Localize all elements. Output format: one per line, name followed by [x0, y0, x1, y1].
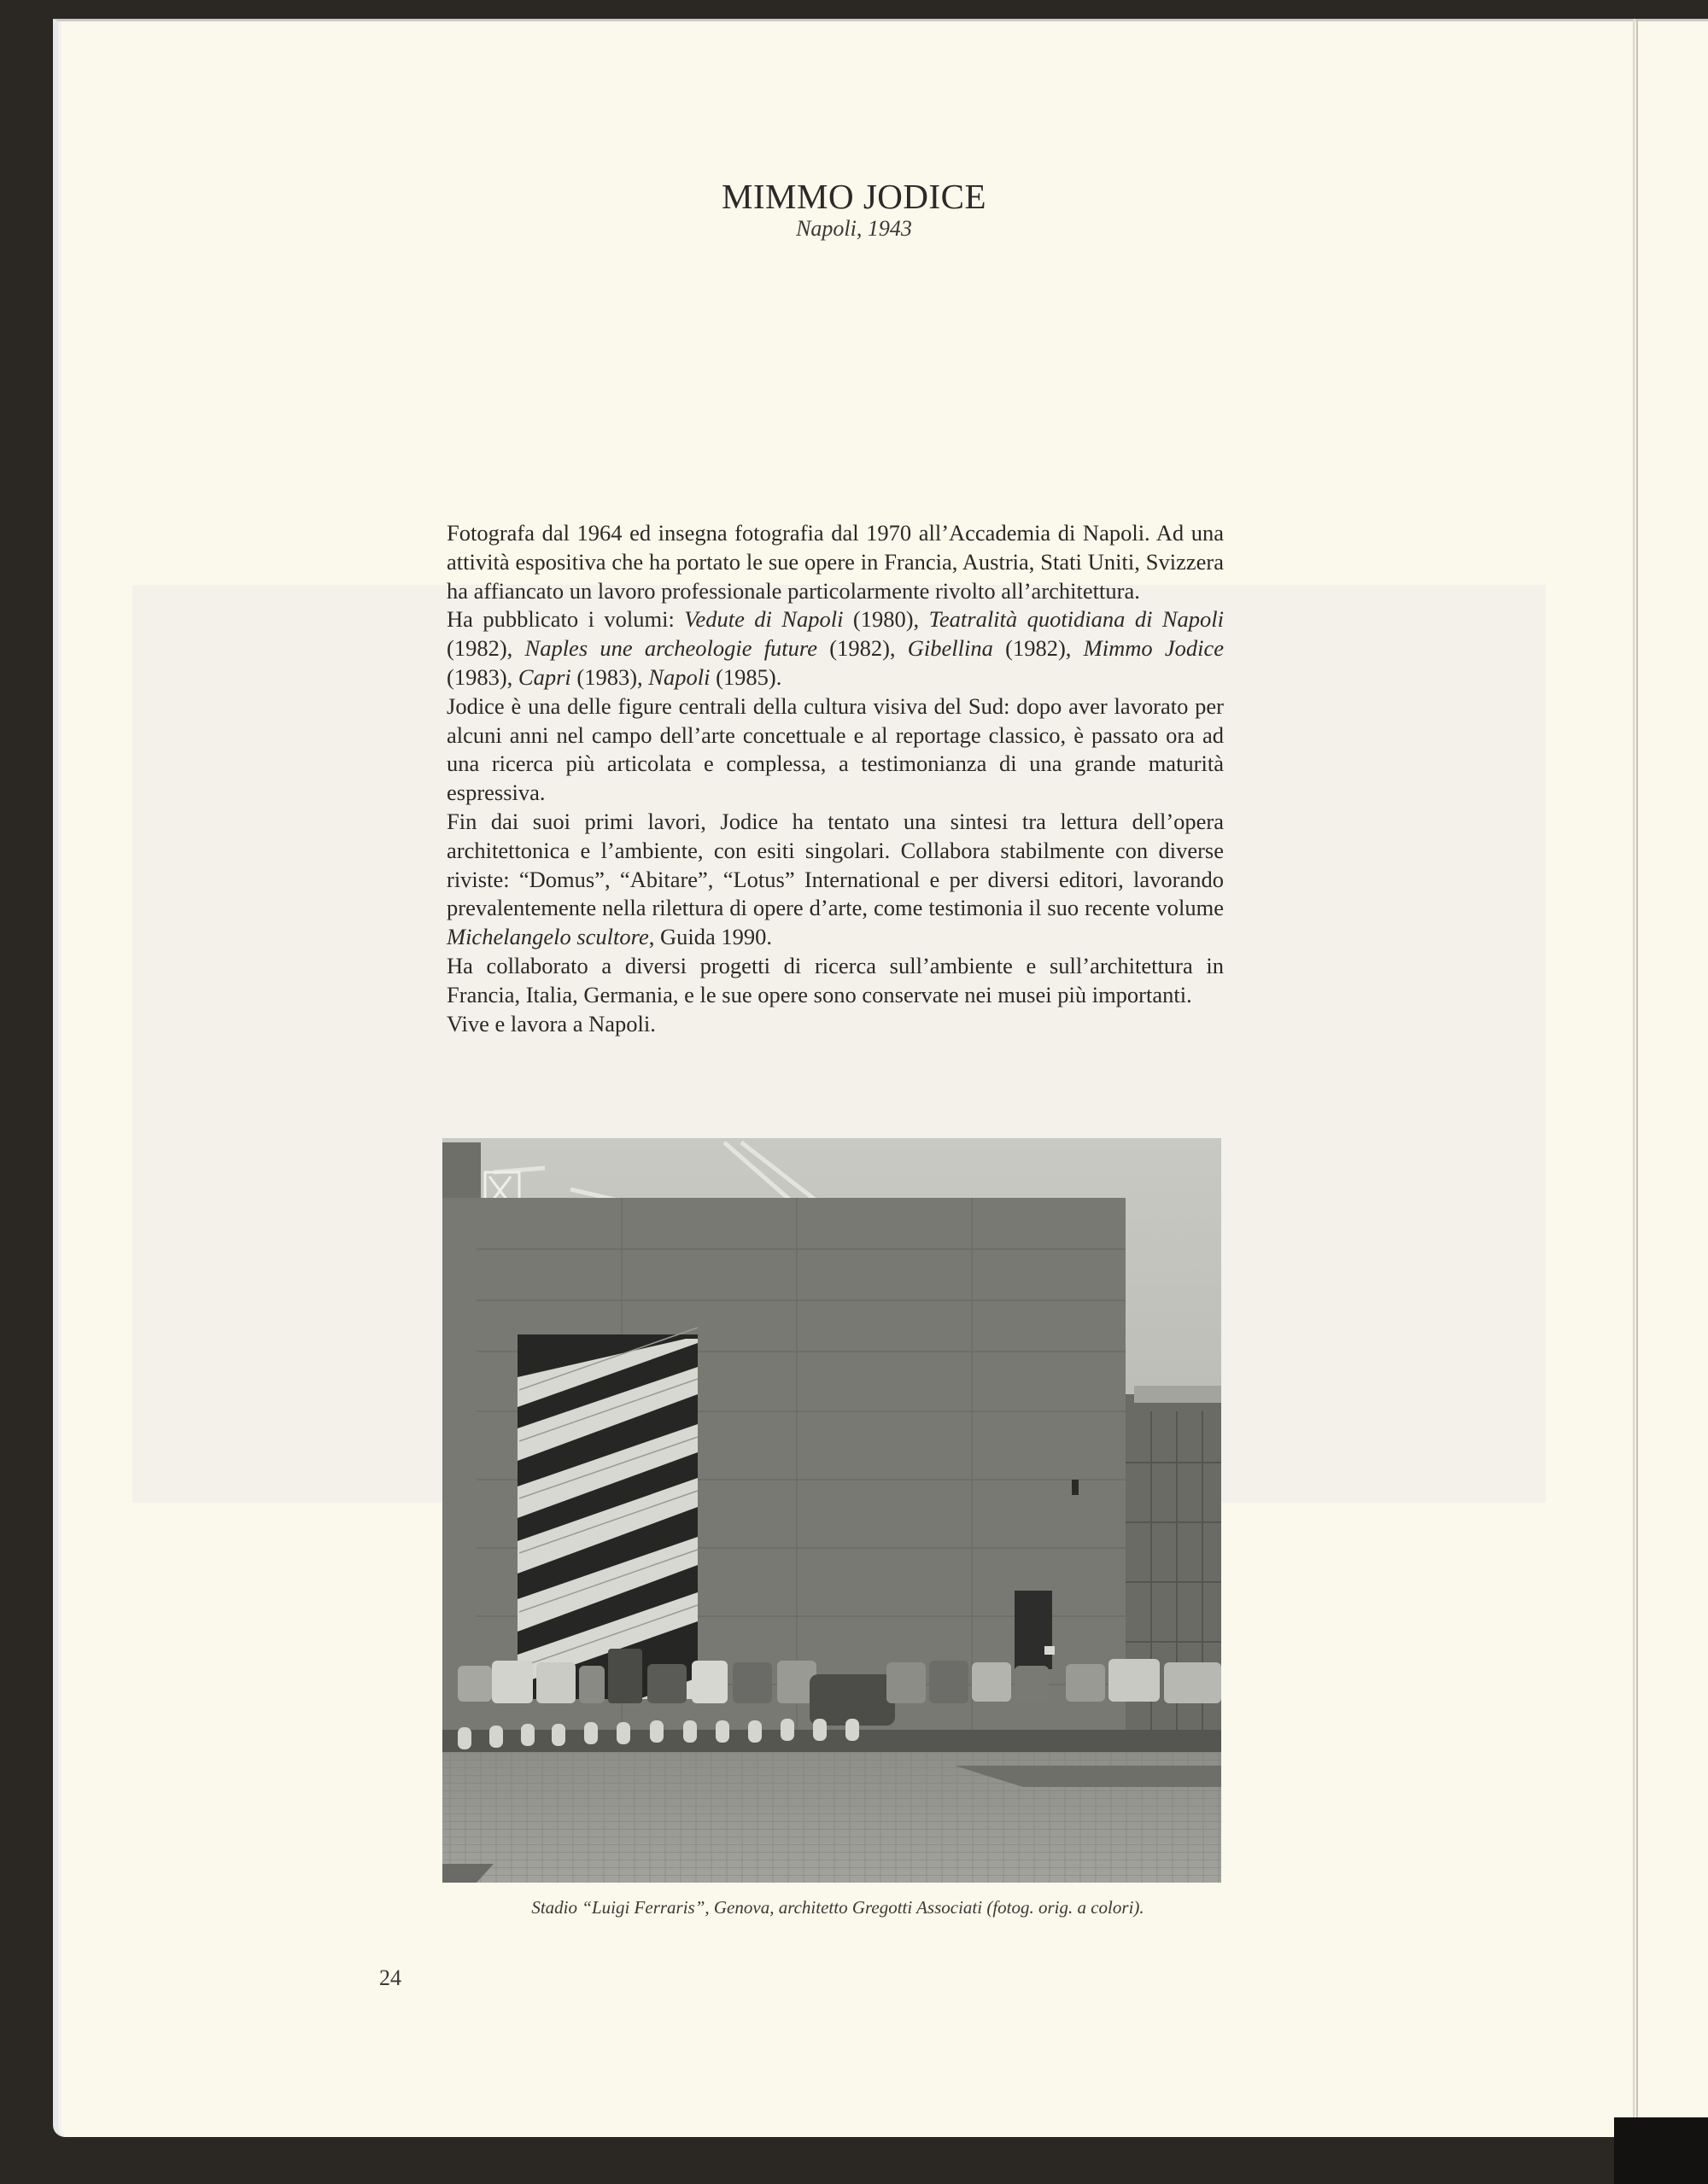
- stadium-photo: [442, 1138, 1221, 1883]
- photo-caption: Stadio “Luigi Ferraris”, Genova, architetto Gregotti Associati (fotog. orig. a colori).: [531, 1897, 1144, 1918]
- book-title: Mimmo Jodice: [1083, 635, 1225, 662]
- book-title: Gibellina: [907, 635, 993, 662]
- book-title: Napoli: [648, 663, 711, 690]
- book-title: Teatralità quotidiana di Napoli: [928, 606, 1224, 633]
- book-title: Capri: [518, 663, 571, 690]
- text-segment: (1982),: [817, 635, 908, 662]
- text-segment: Vive e lavora a Napoli.: [447, 1010, 656, 1037]
- book-title: Vedute di Napoli: [684, 606, 844, 633]
- paragraph-3: [447, 692, 1224, 808]
- text-segment: Fotografa dal 1964 ed insegna fotografia dal 1970 all’Accademia di Napoli. Ad una attività espositiva che ha portato le sue opere in Francia, Austria, Stati Uniti, Svizzera ha affiancato un lavoro professionale particolarmente rivolto all’architettura.: [447, 520, 1224, 604]
- text-segment: (1983),: [570, 663, 649, 690]
- page-subtitle: Napoli, 1943: [796, 216, 912, 241]
- text-segment: , Guida 1990.: [648, 924, 772, 950]
- facing-page-edge: [1636, 19, 1708, 2139]
- photo-illustration: [442, 1138, 1221, 1883]
- text-segment: (1982),: [447, 635, 525, 662]
- text-segment: (1980),: [843, 606, 929, 633]
- paragraph-6: [447, 1010, 1224, 1039]
- paragraph-4: [447, 808, 1224, 952]
- text-segment: Ha pubblicato i volumi:: [447, 606, 685, 633]
- paragraph-1: [447, 519, 1224, 605]
- book-title: Michelangelo scultore: [447, 924, 649, 950]
- book-title: Naples une archeologie future: [524, 635, 818, 662]
- article-header: [0, 177, 1708, 242]
- text-segment: Ha collaborato a diversi progetti di ricerca sull’ambiente e sull’architettura in Francia, Italia, Germania, e le sue opere sono conservate nei musei più importanti.: [447, 952, 1224, 1007]
- page-number: 24: [379, 1965, 401, 1990]
- text-segment: Fin dai suoi primi lavori, Jodice ha tentato una sintesi tra lettura dell’opera architettonica e l’ambiente, con esiti singolari. Collabora stabilmente con diverse riviste: “Domus”, “Abitare”, “Lotus” International e per diversi editori, lavorando prevalentemente nella rilettura di opere d’arte, come testimonia il suo recente volume: [447, 808, 1224, 921]
- paragraph-2: [447, 605, 1224, 692]
- paragraph-5: [447, 952, 1224, 1010]
- text-segment: (1985).: [710, 663, 782, 690]
- book-cover-edge: [1614, 2117, 1708, 2184]
- page-title: MIMMO JODICE: [721, 177, 987, 216]
- spine-fold: [1633, 19, 1635, 2134]
- biography-text: [447, 519, 1224, 1038]
- text-segment: (1982),: [992, 635, 1084, 662]
- text-segment: Jodice è una delle figure centrali della cultura visiva del Sud: dopo aver lavorato per alcuni anni nel campo dell’arte concettuale e al reportage classico, è passato ora ad una ricerca più articolata e complessa, a testimonianza di una grande maturità espressiva.: [447, 692, 1224, 806]
- text-segment: (1983),: [447, 663, 518, 690]
